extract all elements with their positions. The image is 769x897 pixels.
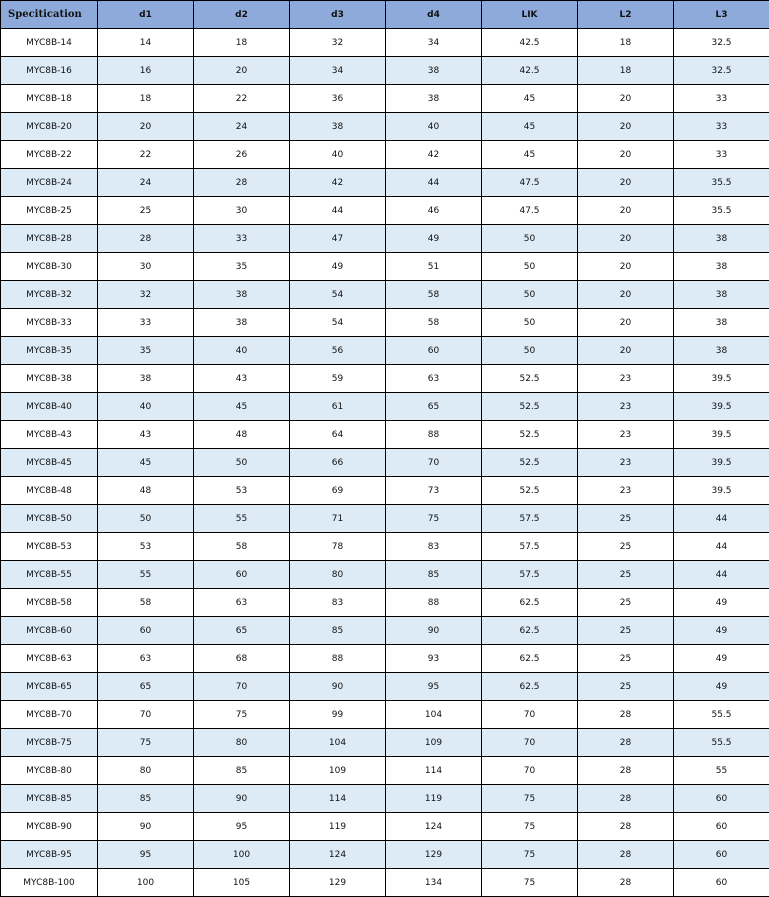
cell-d4: 42: [386, 141, 482, 169]
cell-specification: MYC8B-35: [1, 337, 98, 365]
cell-d3: 124: [290, 841, 386, 869]
cell-l3: 33: [674, 141, 769, 169]
cell-d3: 90: [290, 673, 386, 701]
cell-d4: 73: [386, 477, 482, 505]
cell-lik: 50: [482, 281, 578, 309]
table-row: [1, 197, 769, 225]
cell-d2: 63: [194, 589, 290, 617]
cell-lik: 70: [482, 729, 578, 757]
cell-lik: 62.5: [482, 673, 578, 701]
cell-d3: 69: [290, 477, 386, 505]
cell-d3: 83: [290, 589, 386, 617]
column-header-d2: d2: [194, 1, 290, 29]
cell-l2: 23: [578, 421, 674, 449]
cell-l2: 18: [578, 57, 674, 85]
cell-lik: 52.5: [482, 421, 578, 449]
cell-l2: 20: [578, 309, 674, 337]
cell-specification: MYC8B-38: [1, 365, 98, 393]
cell-l2: 25: [578, 533, 674, 561]
cell-specification: MYC8B-30: [1, 253, 98, 281]
cell-d4: 124: [386, 813, 482, 841]
column-header-d1: d1: [98, 1, 194, 29]
cell-d4: 75: [386, 505, 482, 533]
cell-lik: 52.5: [482, 449, 578, 477]
table-row: [1, 421, 769, 449]
cell-d1: 95: [98, 841, 194, 869]
cell-l2: 28: [578, 869, 674, 897]
table-row: [1, 393, 769, 421]
cell-specification: MYC8B-22: [1, 141, 98, 169]
cell-l3: 60: [674, 841, 769, 869]
table-row: [1, 253, 769, 281]
cell-d4: 38: [386, 57, 482, 85]
cell-lik: 45: [482, 85, 578, 113]
cell-lik: 70: [482, 701, 578, 729]
cell-d2: 80: [194, 729, 290, 757]
cell-lik: 45: [482, 113, 578, 141]
cell-l3: 39.5: [674, 449, 769, 477]
cell-d1: 90: [98, 813, 194, 841]
cell-d1: 60: [98, 617, 194, 645]
cell-l2: 20: [578, 141, 674, 169]
cell-d2: 70: [194, 673, 290, 701]
cell-l2: 23: [578, 449, 674, 477]
cell-d1: 75: [98, 729, 194, 757]
cell-l3: 60: [674, 869, 769, 897]
cell-d4: 58: [386, 281, 482, 309]
cell-d2: 26: [194, 141, 290, 169]
cell-d4: 38: [386, 85, 482, 113]
cell-d1: 65: [98, 673, 194, 701]
cell-d2: 43: [194, 365, 290, 393]
cell-d2: 68: [194, 645, 290, 673]
cell-l3: 44: [674, 505, 769, 533]
cell-l2: 23: [578, 393, 674, 421]
cell-d4: 40: [386, 113, 482, 141]
cell-specification: MYC8B-45: [1, 449, 98, 477]
cell-l3: 60: [674, 813, 769, 841]
cell-l3: 49: [674, 617, 769, 645]
column-header-d4: d4: [386, 1, 482, 29]
cell-d2: 90: [194, 785, 290, 813]
cell-lik: 62.5: [482, 617, 578, 645]
cell-d3: 36: [290, 85, 386, 113]
cell-specification: MYC8B-16: [1, 57, 98, 85]
cell-d1: 33: [98, 309, 194, 337]
cell-l3: 39.5: [674, 477, 769, 505]
cell-d4: 88: [386, 421, 482, 449]
cell-lik: 70: [482, 757, 578, 785]
cell-d4: 46: [386, 197, 482, 225]
cell-l2: 23: [578, 365, 674, 393]
cell-d1: 50: [98, 505, 194, 533]
cell-d4: 109: [386, 729, 482, 757]
cell-d3: 66: [290, 449, 386, 477]
cell-specification: MYC8B-50: [1, 505, 98, 533]
cell-l2: 18: [578, 29, 674, 57]
cell-specification: MYC8B-53: [1, 533, 98, 561]
table-row: [1, 617, 769, 645]
cell-d2: 85: [194, 757, 290, 785]
cell-d4: 58: [386, 309, 482, 337]
cell-d1: 35: [98, 337, 194, 365]
cell-d2: 48: [194, 421, 290, 449]
cell-d3: 64: [290, 421, 386, 449]
cell-lik: 75: [482, 869, 578, 897]
cell-lik: 75: [482, 841, 578, 869]
table-row: [1, 673, 769, 701]
cell-l3: 44: [674, 533, 769, 561]
cell-d4: 93: [386, 645, 482, 673]
cell-lik: 52.5: [482, 477, 578, 505]
cell-specification: MYC8B-63: [1, 645, 98, 673]
cell-d3: 129: [290, 869, 386, 897]
cell-lik: 42.5: [482, 57, 578, 85]
cell-d2: 95: [194, 813, 290, 841]
cell-l3: 38: [674, 281, 769, 309]
cell-specification: MYC8B-58: [1, 589, 98, 617]
cell-l2: 25: [578, 617, 674, 645]
table-body: [1, 29, 769, 897]
cell-d1: 100: [98, 869, 194, 897]
cell-d3: 104: [290, 729, 386, 757]
cell-d1: 40: [98, 393, 194, 421]
cell-lik: 47.5: [482, 197, 578, 225]
cell-d2: 55: [194, 505, 290, 533]
cell-specification: MYC8B-75: [1, 729, 98, 757]
table-row: [1, 757, 769, 785]
cell-lik: 75: [482, 785, 578, 813]
cell-d4: 129: [386, 841, 482, 869]
cell-d2: 75: [194, 701, 290, 729]
cell-l2: 25: [578, 589, 674, 617]
table-row: [1, 57, 769, 85]
cell-specification: MYC8B-32: [1, 281, 98, 309]
cell-l3: 55.5: [674, 701, 769, 729]
table-row: [1, 785, 769, 813]
table-row: [1, 813, 769, 841]
cell-l3: 55.5: [674, 729, 769, 757]
table-row: [1, 169, 769, 197]
cell-d1: 25: [98, 197, 194, 225]
cell-d1: 32: [98, 281, 194, 309]
cell-l3: 49: [674, 673, 769, 701]
cell-l3: 33: [674, 85, 769, 113]
cell-l3: 60: [674, 785, 769, 813]
cell-d3: 40: [290, 141, 386, 169]
cell-d1: 53: [98, 533, 194, 561]
cell-d1: 20: [98, 113, 194, 141]
cell-l3: 38: [674, 337, 769, 365]
table-row: [1, 589, 769, 617]
cell-d4: 34: [386, 29, 482, 57]
cell-lik: 50: [482, 309, 578, 337]
cell-l3: 32.5: [674, 29, 769, 57]
table-row: [1, 225, 769, 253]
cell-d2: 45: [194, 393, 290, 421]
cell-specification: MYC8B-28: [1, 225, 98, 253]
cell-l2: 28: [578, 757, 674, 785]
cell-specification: MYC8B-70: [1, 701, 98, 729]
cell-specification: MYC8B-85: [1, 785, 98, 813]
cell-lik: 42.5: [482, 29, 578, 57]
cell-d4: 49: [386, 225, 482, 253]
cell-l3: 33: [674, 113, 769, 141]
table-row: [1, 281, 769, 309]
cell-d1: 55: [98, 561, 194, 589]
cell-d2: 100: [194, 841, 290, 869]
cell-specification: MYC8B-100: [1, 869, 98, 897]
cell-d1: 70: [98, 701, 194, 729]
cell-d2: 28: [194, 169, 290, 197]
cell-d3: 119: [290, 813, 386, 841]
cell-lik: 50: [482, 225, 578, 253]
cell-d4: 60: [386, 337, 482, 365]
cell-l3: 35.5: [674, 169, 769, 197]
cell-l3: 38: [674, 309, 769, 337]
table-row: [1, 309, 769, 337]
cell-d4: 44: [386, 169, 482, 197]
cell-d4: 83: [386, 533, 482, 561]
cell-lik: 57.5: [482, 505, 578, 533]
table-row: [1, 337, 769, 365]
cell-d1: 22: [98, 141, 194, 169]
cell-d2: 22: [194, 85, 290, 113]
cell-l2: 28: [578, 785, 674, 813]
cell-d2: 18: [194, 29, 290, 57]
cell-d3: 38: [290, 113, 386, 141]
cell-lik: 45: [482, 141, 578, 169]
cell-l2: 28: [578, 841, 674, 869]
cell-d3: 32: [290, 29, 386, 57]
table-row: [1, 561, 769, 589]
cell-l3: 39.5: [674, 393, 769, 421]
cell-l2: 25: [578, 505, 674, 533]
cell-lik: 50: [482, 337, 578, 365]
cell-d1: 63: [98, 645, 194, 673]
cell-lik: 52.5: [482, 393, 578, 421]
column-header-lik: LIK: [482, 1, 578, 29]
table-row: [1, 701, 769, 729]
cell-lik: 52.5: [482, 365, 578, 393]
cell-d3: 109: [290, 757, 386, 785]
cell-l2: 20: [578, 253, 674, 281]
cell-specification: MYC8B-24: [1, 169, 98, 197]
cell-l2: 25: [578, 645, 674, 673]
cell-l3: 39.5: [674, 421, 769, 449]
cell-d2: 65: [194, 617, 290, 645]
table-row: [1, 449, 769, 477]
cell-d2: 24: [194, 113, 290, 141]
cell-d1: 18: [98, 85, 194, 113]
cell-d2: 60: [194, 561, 290, 589]
cell-specification: MYC8B-48: [1, 477, 98, 505]
table-row: [1, 505, 769, 533]
cell-d2: 40: [194, 337, 290, 365]
cell-l2: 28: [578, 813, 674, 841]
cell-l3: 44: [674, 561, 769, 589]
cell-l2: 25: [578, 561, 674, 589]
table-row: [1, 729, 769, 757]
cell-l2: 20: [578, 281, 674, 309]
table-row: [1, 85, 769, 113]
table-row: [1, 477, 769, 505]
cell-d4: 90: [386, 617, 482, 645]
cell-specification: MYC8B-14: [1, 29, 98, 57]
cell-d3: 54: [290, 281, 386, 309]
cell-d4: 104: [386, 701, 482, 729]
table-row: [1, 113, 769, 141]
cell-specification: MYC8B-95: [1, 841, 98, 869]
column-header-specification: Specitication: [1, 1, 98, 29]
cell-lik: 50: [482, 253, 578, 281]
cell-d4: 95: [386, 673, 482, 701]
cell-d2: 58: [194, 533, 290, 561]
cell-specification: MYC8B-80: [1, 757, 98, 785]
cell-d3: 42: [290, 169, 386, 197]
cell-lik: 62.5: [482, 645, 578, 673]
cell-d2: 38: [194, 281, 290, 309]
cell-l3: 55: [674, 757, 769, 785]
cell-d1: 38: [98, 365, 194, 393]
cell-d1: 45: [98, 449, 194, 477]
cell-d1: 43: [98, 421, 194, 449]
table-row: [1, 29, 769, 57]
cell-d2: 53: [194, 477, 290, 505]
cell-d3: 61: [290, 393, 386, 421]
cell-d3: 114: [290, 785, 386, 813]
cell-d3: 85: [290, 617, 386, 645]
cell-lik: 47.5: [482, 169, 578, 197]
cell-d4: 85: [386, 561, 482, 589]
cell-d4: 119: [386, 785, 482, 813]
header-row: [1, 1, 769, 29]
cell-l2: 20: [578, 85, 674, 113]
cell-d1: 58: [98, 589, 194, 617]
cell-specification: MYC8B-33: [1, 309, 98, 337]
cell-specification: MYC8B-40: [1, 393, 98, 421]
table-row: [1, 365, 769, 393]
cell-l2: 20: [578, 225, 674, 253]
cell-l2: 20: [578, 169, 674, 197]
cell-d4: 88: [386, 589, 482, 617]
table-row: [1, 141, 769, 169]
cell-d4: 51: [386, 253, 482, 281]
cell-d2: 30: [194, 197, 290, 225]
cell-d3: 88: [290, 645, 386, 673]
cell-d2: 38: [194, 309, 290, 337]
cell-d1: 80: [98, 757, 194, 785]
column-header-l3: L3: [674, 1, 769, 29]
cell-d2: 33: [194, 225, 290, 253]
cell-l2: 28: [578, 701, 674, 729]
cell-specification: MYC8B-65: [1, 673, 98, 701]
cell-l2: 20: [578, 113, 674, 141]
cell-d3: 34: [290, 57, 386, 85]
cell-l3: 38: [674, 253, 769, 281]
cell-l3: 49: [674, 645, 769, 673]
cell-l2: 23: [578, 477, 674, 505]
cell-d3: 71: [290, 505, 386, 533]
table-row: [1, 869, 769, 897]
cell-l2: 25: [578, 673, 674, 701]
cell-d4: 134: [386, 869, 482, 897]
cell-d3: 47: [290, 225, 386, 253]
cell-d1: 16: [98, 57, 194, 85]
cell-d2: 50: [194, 449, 290, 477]
cell-lik: 75: [482, 813, 578, 841]
table-row: [1, 841, 769, 869]
table-row: [1, 533, 769, 561]
cell-specification: MYC8B-43: [1, 421, 98, 449]
cell-d2: 105: [194, 869, 290, 897]
cell-l3: 49: [674, 589, 769, 617]
cell-lik: 57.5: [482, 561, 578, 589]
cell-l2: 20: [578, 337, 674, 365]
cell-lik: 62.5: [482, 589, 578, 617]
table-row: [1, 645, 769, 673]
cell-d1: 48: [98, 477, 194, 505]
column-header-d3: d3: [290, 1, 386, 29]
cell-d1: 85: [98, 785, 194, 813]
cell-d1: 14: [98, 29, 194, 57]
cell-l2: 28: [578, 729, 674, 757]
cell-d1: 24: [98, 169, 194, 197]
cell-l3: 32.5: [674, 57, 769, 85]
column-header-l2: L2: [578, 1, 674, 29]
cell-d4: 63: [386, 365, 482, 393]
cell-specification: MYC8B-55: [1, 561, 98, 589]
cell-l2: 20: [578, 197, 674, 225]
cell-d4: 65: [386, 393, 482, 421]
cell-d1: 28: [98, 225, 194, 253]
cell-d4: 114: [386, 757, 482, 785]
cell-specification: MYC8B-90: [1, 813, 98, 841]
cell-d2: 35: [194, 253, 290, 281]
cell-d3: 59: [290, 365, 386, 393]
cell-d3: 49: [290, 253, 386, 281]
cell-d3: 80: [290, 561, 386, 589]
cell-d2: 20: [194, 57, 290, 85]
cell-specification: MYC8B-25: [1, 197, 98, 225]
cell-l3: 38: [674, 225, 769, 253]
table-header: [1, 1, 769, 29]
cell-d3: 44: [290, 197, 386, 225]
cell-l3: 39.5: [674, 365, 769, 393]
cell-specification: MYC8B-18: [1, 85, 98, 113]
cell-specification: MYC8B-20: [1, 113, 98, 141]
cell-d3: 54: [290, 309, 386, 337]
cell-lik: 57.5: [482, 533, 578, 561]
cell-specification: MYC8B-60: [1, 617, 98, 645]
cell-l3: 35.5: [674, 197, 769, 225]
cell-d1: 30: [98, 253, 194, 281]
cell-d4: 70: [386, 449, 482, 477]
cell-d3: 78: [290, 533, 386, 561]
cell-d3: 56: [290, 337, 386, 365]
cell-d3: 99: [290, 701, 386, 729]
